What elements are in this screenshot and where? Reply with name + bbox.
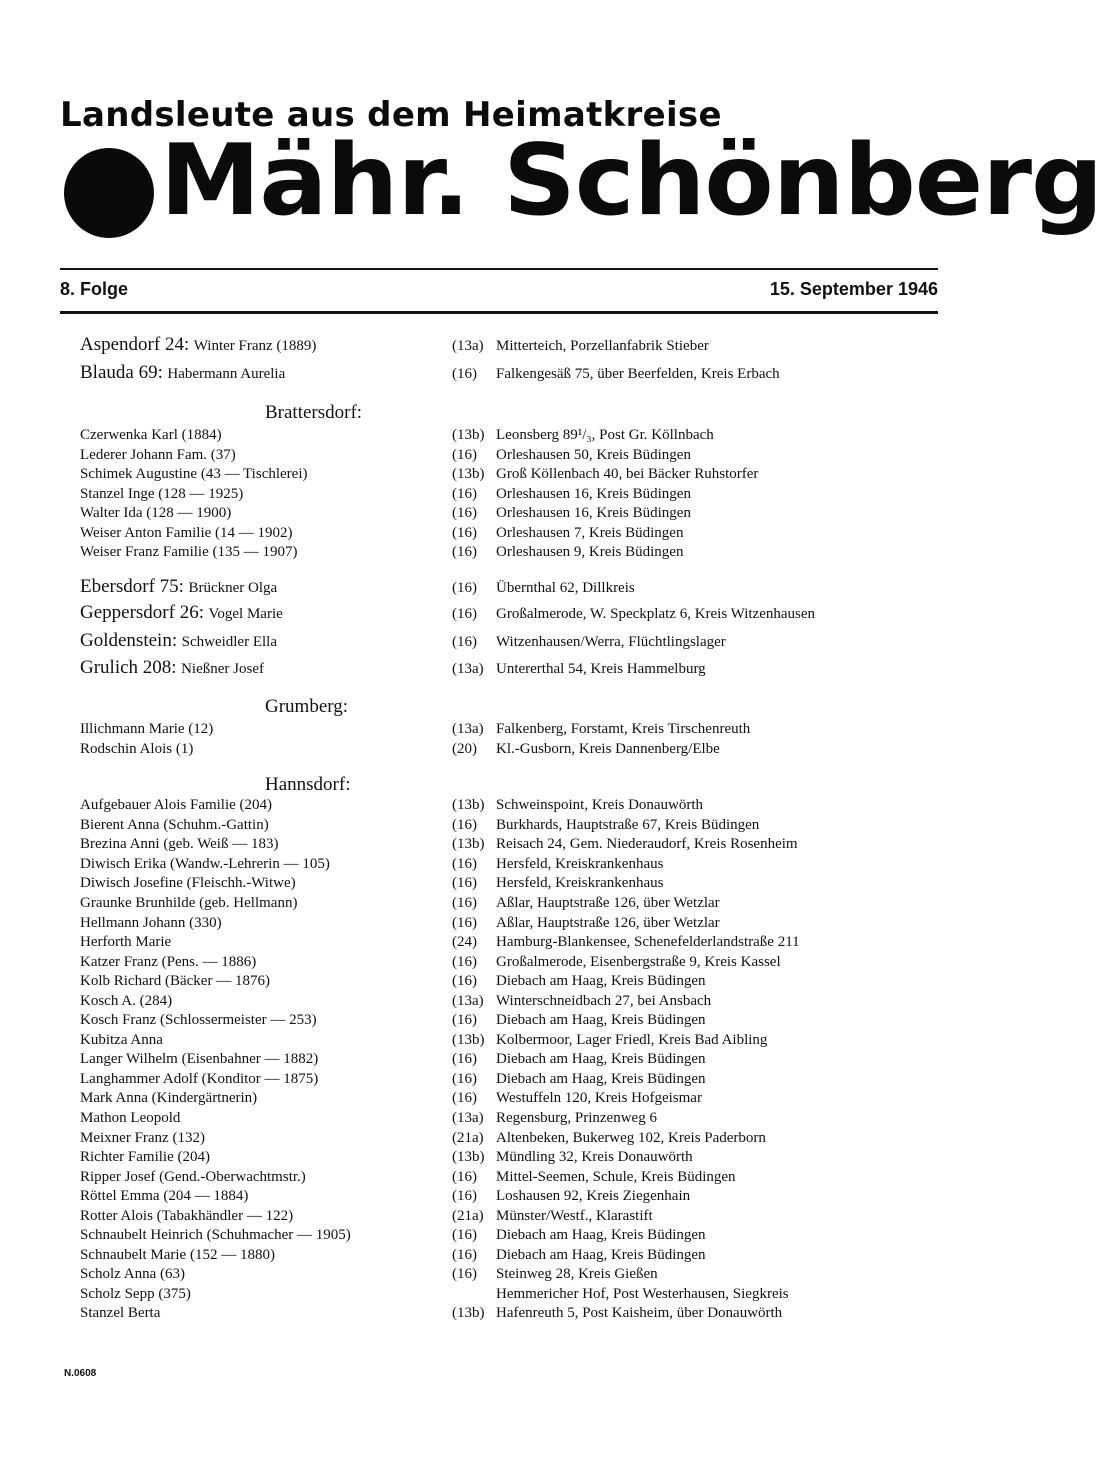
address: Aßlar, Hauptstraße 126, über Wetzlar	[496, 895, 720, 911]
destination-cell	[452, 991, 711, 1011]
zone-code: (16)	[452, 817, 477, 833]
address: Diebach am Haag, Kreis Büdingen	[496, 1247, 706, 1263]
destination-cell	[452, 578, 635, 598]
list-item	[0, 795, 1000, 815]
list-item	[0, 503, 1000, 523]
zone-code: (13a)	[452, 661, 484, 677]
address: Falkenberg, Forstamt, Kreis Tirschenreuth	[496, 721, 751, 737]
address: Westuffeln 120, Kreis Hofgeismar	[496, 1090, 702, 1106]
address: Diebach am Haag, Kreis Büdingen	[496, 1227, 706, 1243]
list-item	[0, 1264, 1000, 1284]
place-name: Grulich 208:	[80, 657, 177, 678]
person-cell	[80, 602, 283, 624]
list-item	[0, 1108, 1000, 1128]
destination-cell	[452, 719, 750, 739]
destination-cell	[452, 1088, 702, 1108]
person-name: Weiser Anton Familie (14 — 1902)	[80, 525, 293, 541]
destination-cell	[452, 1303, 782, 1323]
person-cell	[80, 952, 256, 972]
person-cell	[80, 893, 297, 913]
destination-cell	[452, 1108, 657, 1128]
place-name: Goldenstein:	[80, 630, 178, 651]
person-cell	[80, 1030, 163, 1050]
person-cell	[80, 815, 269, 835]
person-name: Langer Wilhelm (Eisenbahner — 1882)	[80, 1051, 319, 1067]
person-name: Nießner Josef	[181, 661, 264, 677]
address: Orleshausen 16, Kreis Büdingen	[496, 486, 691, 502]
zone-code: (13b)	[452, 427, 485, 443]
destination-cell	[452, 834, 798, 854]
list-item	[0, 445, 1000, 465]
address: Übernthal 62, Dillkreis	[496, 580, 635, 596]
person-cell	[80, 719, 213, 739]
destination-cell	[452, 659, 706, 679]
list-item	[0, 1147, 1000, 1167]
destination-cell	[452, 795, 703, 815]
destination-cell	[452, 1245, 706, 1265]
person-name: Scholz Anna (63)	[80, 1266, 185, 1282]
zone-code: (16)	[452, 915, 477, 931]
destination-cell	[452, 854, 663, 874]
list-item	[0, 542, 1000, 562]
destination-cell	[452, 604, 815, 624]
person-name: Mark Anna (Kindergärtnerin)	[80, 1090, 258, 1106]
list-item	[0, 893, 1000, 913]
destination-cell	[452, 1186, 690, 1206]
person-cell	[80, 1128, 205, 1148]
address: Steinweg 28, Kreis Gießen	[496, 1266, 658, 1282]
person-cell	[80, 854, 330, 874]
zone-code: (16)	[452, 505, 477, 521]
person-cell	[80, 1147, 210, 1167]
address: Hersfeld, Kreiskrankenhaus	[496, 875, 664, 891]
person-name: Winter Franz (1889)	[193, 338, 317, 354]
list-item	[0, 834, 1000, 854]
address: Hamburg-Blankensee, Schenefelderlandstraße 211	[496, 934, 800, 950]
zone-code: (21a)	[452, 1208, 484, 1224]
person-name: Diwisch Josefine (Fleischh.-Witwe)	[80, 875, 296, 891]
zone-code: (16)	[452, 1266, 477, 1282]
list-item	[0, 1030, 1000, 1050]
list-item	[0, 1284, 1000, 1304]
person-cell	[80, 1284, 191, 1304]
person-cell	[80, 334, 316, 356]
address: Regensburg, Prinzenweg 6	[496, 1110, 657, 1126]
list-item	[0, 657, 1000, 677]
zone-code: (16)	[452, 1051, 477, 1067]
zone-code: (16)	[452, 875, 477, 891]
destination-cell	[452, 1030, 767, 1050]
person-name: Mathon Leopold	[80, 1110, 181, 1126]
destination-cell	[452, 1167, 736, 1187]
person-name: Rodschin Alois (1)	[80, 741, 194, 757]
list-item	[0, 362, 1000, 382]
zone-code: (13a)	[452, 1110, 484, 1126]
person-cell	[80, 425, 222, 445]
emblem-icon	[64, 148, 154, 238]
address: Orleshausen 7, Kreis Büdingen	[496, 525, 684, 541]
zone-code: (13b)	[452, 797, 485, 813]
person-cell	[80, 484, 243, 504]
section-heading: Hannsdorf:	[265, 774, 351, 795]
zone-code: (16)	[452, 1169, 477, 1185]
list-item	[0, 1088, 1000, 1108]
destination-cell	[452, 503, 691, 523]
person-cell	[80, 1088, 257, 1108]
address: Reisach 24, Gem. Niederaudorf, Kreis Rosenheim	[496, 836, 798, 852]
address: Witzenhausen/Werra, Flüchtlingslager	[496, 634, 726, 650]
person-name: Langhammer Adolf (Konditor — 1875)	[80, 1071, 319, 1087]
person-name: Diwisch Erika (Wandw.-Lehrerin — 105)	[80, 856, 330, 872]
list-item	[0, 1303, 1000, 1323]
address: Münster/Westf., Klarastift	[496, 1208, 653, 1224]
person-cell	[80, 362, 285, 384]
zone-code: (16)	[452, 634, 477, 650]
zone-code: (16)	[452, 486, 477, 502]
zone-code: (16)	[452, 544, 477, 560]
place-name: Blauda 69:	[80, 362, 163, 383]
person-name: Kubitza Anna	[80, 1032, 163, 1048]
address: Schweinspoint, Kreis Donauwörth	[496, 797, 704, 813]
person-name: Röttel Emma (204 — 1884)	[80, 1188, 249, 1204]
address: Aßlar, Hauptstraße 126, über Wetzlar	[496, 915, 720, 931]
destination-cell	[452, 1264, 658, 1284]
address: Mitterteich, Porzellanfabrik Stieber	[496, 338, 709, 354]
zone-code: (20)	[452, 741, 477, 757]
address: Altenbeken, Bukerweg 102, Kreis Paderborn	[496, 1130, 766, 1146]
destination-cell	[452, 952, 781, 972]
list-item	[0, 1128, 1000, 1148]
list-item	[0, 815, 1000, 835]
destination-cell	[452, 425, 714, 445]
destination-cell	[452, 1284, 789, 1304]
list-item	[0, 576, 1000, 596]
person-cell	[80, 1049, 318, 1069]
person-name: Hellmann Johann (330)	[80, 915, 222, 931]
address: Diebach am Haag, Kreis Büdingen	[496, 1071, 706, 1087]
address: Hersfeld, Kreiskrankenhaus	[496, 856, 664, 872]
zone-code: (13b)	[452, 466, 485, 482]
person-cell	[80, 1010, 317, 1030]
destination-cell	[452, 336, 709, 356]
person-cell	[80, 542, 298, 562]
person-cell	[80, 1264, 185, 1284]
person-name: Habermann Aurelia	[167, 366, 286, 382]
footer-code: N.0608	[64, 1368, 97, 1379]
person-cell	[80, 971, 270, 991]
list-item	[0, 464, 1000, 484]
destination-cell	[452, 1128, 766, 1148]
address: Diebach am Haag, Kreis Büdingen	[496, 973, 706, 989]
destination-cell	[452, 542, 683, 562]
list-item	[0, 630, 1000, 650]
section-heading: Brattersdorf:	[265, 402, 363, 423]
list-item	[0, 1245, 1000, 1265]
person-name: Schweidler Ella	[181, 634, 277, 650]
person-name: Weiser Franz Familie (135 — 1907)	[80, 544, 298, 560]
person-name: Kosch Franz (Schlossermeister — 253)	[80, 1012, 317, 1028]
place-name: Aspendorf 24:	[80, 334, 190, 355]
list-item	[0, 602, 1000, 622]
list-item	[0, 484, 1000, 504]
person-cell	[80, 1245, 275, 1265]
person-cell	[80, 1108, 180, 1128]
destination-cell	[452, 1010, 706, 1030]
person-name: Kosch A. (284)	[80, 993, 173, 1009]
person-name: Ripper Josef (Gend.-Oberwachtmstr.)	[80, 1169, 306, 1185]
zone-code: (13b)	[452, 836, 485, 852]
list-item	[0, 932, 1000, 952]
address: Burkhards, Hauptstraße 67, Kreis Büdingen	[496, 817, 760, 833]
address: Diebach am Haag, Kreis Büdingen	[496, 1012, 706, 1028]
destination-cell	[452, 1069, 706, 1089]
person-name: Richter Familie (204)	[80, 1149, 210, 1165]
person-cell	[80, 657, 264, 679]
address: Groß Köllenbach 40, bei Bäcker Ruhstorfer	[496, 466, 759, 482]
zone-code: (13a)	[452, 993, 484, 1009]
destination-cell	[452, 1147, 693, 1167]
person-name: Brückner Olga	[188, 580, 278, 596]
issue-date: 15. September 1946	[769, 279, 938, 299]
list-item	[0, 1010, 1000, 1030]
zone-code: (16)	[452, 447, 477, 463]
list-item	[0, 719, 1000, 739]
list-item	[0, 1186, 1000, 1206]
person-name: Kolb Richard (Bäcker — 1876)	[80, 973, 270, 989]
destination-cell	[452, 632, 726, 652]
person-cell	[80, 503, 231, 523]
destination-cell	[452, 523, 683, 543]
destination-cell	[452, 484, 691, 504]
list-item	[0, 334, 1000, 354]
person-name: Graunke Brunhilde (geb. Hellmann)	[80, 895, 298, 911]
list-item	[0, 1225, 1000, 1245]
address: Großalmerode, Eisenbergstraße 9, Kreis Kassel	[496, 954, 781, 970]
address: Orleshausen 50, Kreis Büdingen	[496, 447, 691, 463]
zone-code: (16)	[452, 1012, 477, 1028]
zone-code: (16)	[452, 1227, 477, 1243]
person-cell	[80, 873, 296, 893]
person-name: Walter Ida (128 — 1900)	[80, 505, 232, 521]
address: Mittel-Seemen, Schule, Kreis Büdingen	[496, 1169, 736, 1185]
person-name: Meixner Franz (132)	[80, 1130, 205, 1146]
address: Mündling 32, Kreis Donauwörth	[496, 1149, 693, 1165]
person-name: Bierent Anna (Schuhm.-Gattin)	[80, 817, 269, 833]
destination-cell	[452, 893, 720, 913]
list-item	[0, 991, 1000, 1011]
zone-code: (24)	[452, 934, 477, 950]
address: Falkengesäß 75, über Beerfelden, Kreis Erbach	[496, 366, 780, 382]
person-name: Schnaubelt Heinrich (Schuhmacher — 1905)	[80, 1227, 351, 1243]
address: Kolbermoor, Lager Friedl, Kreis Bad Aibling	[496, 1032, 768, 1048]
person-cell	[80, 1206, 293, 1226]
person-cell	[80, 913, 222, 933]
zone-code: (13a)	[452, 721, 484, 737]
zone-code: (16)	[452, 954, 477, 970]
zone-code: (16)	[452, 1188, 477, 1204]
address: Orleshausen 9, Kreis Büdingen	[496, 544, 684, 560]
list-item	[0, 523, 1000, 543]
address: Hafenreuth 5, Post Kaisheim, über Donauwörth	[496, 1305, 783, 1321]
person-cell	[80, 464, 308, 484]
person-name: Schnaubelt Marie (152 — 1880)	[80, 1247, 275, 1263]
person-name: Lederer Johann Fam. (37)	[80, 447, 236, 463]
zone-code: (16)	[452, 1247, 477, 1263]
zone-code: (16)	[452, 580, 477, 596]
destination-cell	[452, 913, 720, 933]
issue-number: 8. Folge	[60, 279, 129, 299]
person-name: Stanzel Inge (128 — 1925)	[80, 486, 244, 502]
top-rule	[60, 268, 938, 270]
address: Untererthal 54, Kreis Hammelburg	[496, 661, 706, 677]
place-name: Geppersdorf 26:	[80, 602, 204, 623]
person-name: Katzer Franz (Pens. — 1886)	[80, 954, 257, 970]
zone-code: (16)	[452, 525, 477, 541]
address: Orleshausen 16, Kreis Büdingen	[496, 505, 691, 521]
zone-code: (16)	[452, 1071, 477, 1087]
destination-cell	[452, 932, 800, 952]
list-item	[0, 739, 1000, 759]
destination-cell	[452, 464, 758, 484]
list-item	[0, 1206, 1000, 1226]
destination-cell	[452, 873, 663, 893]
person-name: Herforth Marie	[80, 934, 172, 950]
zone-code: (13a)	[452, 338, 484, 354]
bottom-rule	[60, 311, 938, 314]
address: Leonsberg 89¹/₃, Post Gr. Köllnbach	[496, 427, 714, 443]
address: Großalmerode, W. Speckplatz 6, Kreis Witzenhausen	[496, 606, 816, 622]
destination-cell	[452, 971, 706, 991]
masthead-title: Mähr. Schönberg	[160, 124, 1102, 238]
zone-code: (16)	[452, 606, 477, 622]
destination-cell	[452, 364, 780, 384]
list-item	[0, 952, 1000, 972]
list-item	[0, 425, 1000, 445]
person-cell	[80, 932, 171, 952]
person-cell	[80, 991, 172, 1011]
zone-code: (16)	[452, 1090, 477, 1106]
person-cell	[80, 1069, 318, 1089]
person-cell	[80, 795, 272, 815]
person-name: Schimek Augustine (43 — Tischlerei)	[80, 466, 308, 482]
person-name: Scholz Sepp (375)	[80, 1286, 191, 1302]
list-item	[0, 1049, 1000, 1069]
person-name: Stanzel Berta	[80, 1305, 161, 1321]
person-name: Illichmann Marie (12)	[80, 721, 214, 737]
person-name: Vogel Marie	[208, 606, 283, 622]
zone-code: (13b)	[452, 1305, 485, 1321]
address: Hemmericher Hof, Post Westerhausen, Siegkreis	[496, 1286, 789, 1302]
person-cell	[80, 576, 277, 598]
zone-code: (13b)	[452, 1032, 485, 1048]
zone-code: (16)	[452, 856, 477, 872]
place-name: Ebersdorf 75:	[80, 576, 184, 597]
address: Loshausen 92, Kreis Ziegenhain	[496, 1188, 691, 1204]
person-name: Aufgebauer Alois Familie (204)	[80, 797, 273, 813]
address: Kl.-Gusborn, Kreis Dannenberg/Elbe	[496, 741, 720, 757]
person-cell	[80, 1167, 306, 1187]
list-item	[0, 1069, 1000, 1089]
person-cell	[80, 445, 236, 465]
destination-cell	[452, 1206, 653, 1226]
section-heading: Grumberg:	[265, 696, 349, 717]
destination-cell	[452, 1225, 706, 1245]
list-item	[0, 971, 1000, 991]
person-cell	[80, 630, 277, 652]
person-cell	[80, 523, 293, 543]
person-cell	[80, 1186, 248, 1206]
person-name: Brezina Anni (geb. Weiß — 183)	[80, 836, 279, 852]
destination-cell	[452, 739, 720, 759]
destination-cell	[452, 445, 691, 465]
person-name: Rotter Alois (Tabakhändler — 122)	[80, 1208, 294, 1224]
person-cell	[80, 1225, 351, 1245]
zone-code: (16)	[452, 366, 477, 382]
masthead-subtitle: Landsleute aus dem Heimatkreise	[60, 95, 722, 135]
person-name: Czerwenka Karl (1884)	[80, 427, 222, 443]
address: Diebach am Haag, Kreis Büdingen	[496, 1051, 706, 1067]
address: Winterschneidbach 27, bei Ansbach	[496, 993, 712, 1009]
person-cell	[80, 739, 193, 759]
list-item	[0, 1167, 1000, 1187]
zone-code: (13b)	[452, 1149, 485, 1165]
person-cell	[80, 834, 278, 854]
zone-code: (21a)	[452, 1130, 484, 1146]
list-item	[0, 854, 1000, 874]
destination-cell	[452, 815, 759, 835]
list-item	[0, 873, 1000, 893]
person-cell	[80, 1303, 160, 1323]
zone-code: (16)	[452, 973, 477, 989]
destination-cell	[452, 1049, 706, 1069]
zone-code: (16)	[452, 895, 477, 911]
list-item	[0, 913, 1000, 933]
